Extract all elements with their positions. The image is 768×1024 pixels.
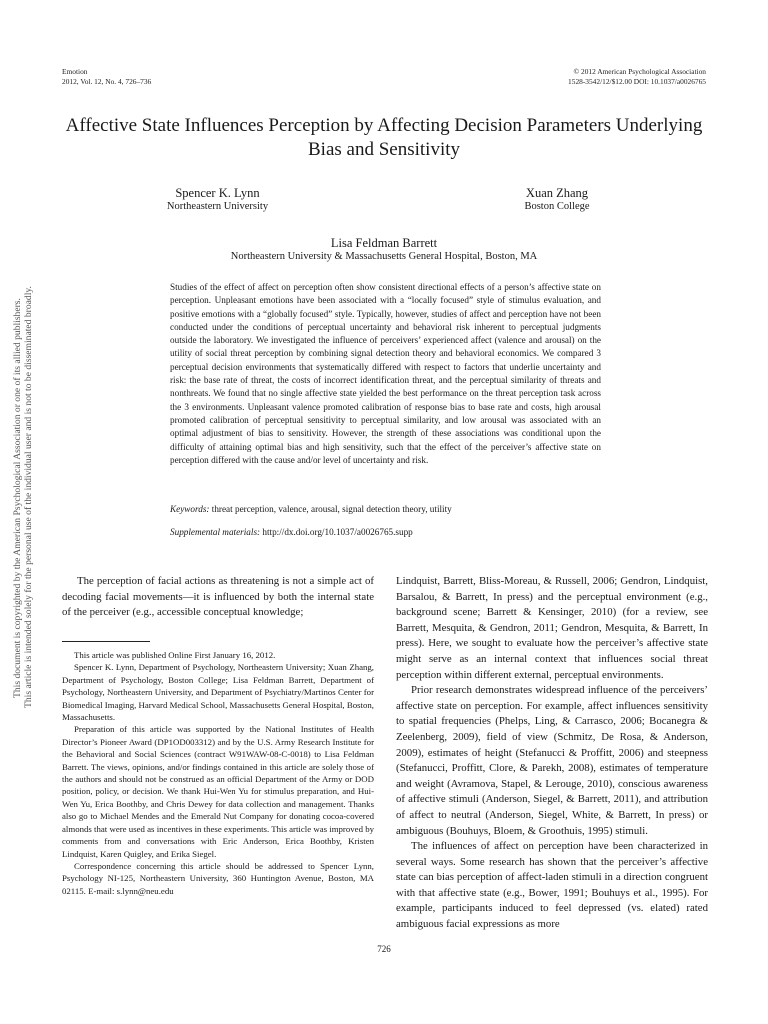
author-name: Spencer K. Lynn	[175, 186, 260, 200]
footnote: This article was published Online First January 16, 2012.	[74, 650, 276, 660]
footnote: Spencer K. Lynn, Department of Psychology, Northeastern University; Xuan Zhang, Department of Psychology, Boston College; Lisa Feldman Barrett, Department of Psychology, Northeastern University, and Department of Psychiatry/Martinos Center for Biomedical Imaging, Harvard Medical School, Massachusetts General Hospital, Boston, Massachusetts.	[62, 662, 374, 723]
body-paragraph: Lindquist, Barrett, Bliss-Moreau, & Russell, 2006; Gendron, Lindquist, Barsalou, & Barrett, In press) and the perceptual environment (e.g., background scene; Barrett & Kensinger, 2010) (for a review, see Barrett, Mesquita, & Gendron, 2011; Gendron, Mesquita, & Barrett, In press). Here, we sought to evaluate how the perceiver’s affective state might serve as an internal context that influences social threat perception within different external, perceptual environments.	[396, 575, 708, 681]
author-name: Xuan Zhang	[525, 186, 589, 200]
footnotes	[62, 649, 374, 897]
journal-citation: 2012, Vol. 12, No. 4, 726–736	[62, 76, 152, 86]
issn-doi-line: 1528-3542/12/$12.00 DOI: 10.1037/a0026765	[568, 76, 706, 86]
footnote: Preparation of this article was supported by the National Institutes of Health Director’s Pioneer Award (DP1OD003312) and by the U.S. Army Research Institute for the Behavioral and Social Sciences (contract W91WAW-08-C-0018) to Lisa Feldman Barrett. The views, opinions, and/or findings contained in this article are solely those of the authors and should not be construed as an official Department of the Army or DOD position, policy, or decision. We thank Hui-Wen Yu for stimulus preparation, and Hui-Wen Yu, Erica Boothby, and Chris Dewey for data collection and management. Thanks also go to Michael Mendes and the Emerald Nut Company for donating cocoa-covered almonds that were used as incentives in these experiments. This article was improved by comments from and conversations with Eric Anderson, Erica Boothby, Kristen Lindquist, Karen Quigley, and Erika Siegel.	[62, 724, 374, 859]
author-block-3	[150, 236, 618, 263]
body-paragraph: Prior research demonstrates widespread influence of the perceivers’ affective state on perception. For example, affect influences sensitivity to spatial frequencies (Phelps, Ling, & Carrasco, 2006; Bocanegra & Zeelenberg, 2009), field of view (Schmitz, De Rosa, & Anderson, 2009), estimates of height (Stefanucci & Proffitt, 2006) and steepness (Stefanucci, Proffitt, Clore, & Parekh, 2008), estimates of temperature and weight (Avramova, Stapel, & Lerouge, 2010), conscious awareness of affective stimuli (Anderson, Siegel, & Barrett, 2011), and attribution of affect to neutral (Anderson, Siegel, White, & Barrett, In press) or ambiguous (Bouhuys, Bloem, & Groothuis, 1995) stimuli.	[396, 684, 708, 837]
running-header-right	[568, 67, 706, 86]
body-column-left	[62, 574, 374, 621]
keywords-label: Keywords:	[170, 504, 210, 514]
side-copyright-notice: This document is copyrighted by the American Psychological Association or one of its allied publishers.	[12, 298, 23, 698]
supplemental-label: Supplemental materials:	[170, 527, 261, 537]
page-number: 726	[377, 944, 391, 954]
keywords-line	[170, 503, 601, 516]
author-block-2	[492, 186, 622, 213]
side-usage-notice: This article is intended solely for the personal use of the individual user and is not to be disseminated broadly.	[23, 286, 34, 708]
body-column-right	[396, 574, 708, 933]
author-affiliation: Northeastern University	[166, 201, 269, 212]
footnote-rule	[62, 641, 150, 642]
author-name: Lisa Feldman Barrett	[330, 236, 438, 250]
abstract: Studies of the effect of affect on perception often show consistent directional effects of a person’s affective state on perception. Unpleasant emotions have been associated with a “locally focused” style of stimulus evaluation, and positive emotions with a “globally focused” style. Typically, however, studies of affect and perception have not been conducted under the conditions of perceptual uncertainty and behavioral risk inherent to perceptual judgments outside the laboratory. We investigated the influence of perceivers’ experienced affect (valence and arousal) on the utility of social threat perception by combining signal detection theory and behavioral economics. We compared 3 perceptual decision environments that systematically differed with respect to factors that underlie uncertainty and risk: the base rate of threat, the costs of incorrect identification threat, and the perceptual similarity of threats and nonthreats. We found that no single affective state yielded the best performance on the threat perception task across the 3 environments. Unpleasant valence promoted calibration of response bias to base rate and costs, high arousal promoted calibration of perceptual sensitivity to perceptual similarity, and low arousal was associated with an optimal adjustment of bias to sensitivity. However, the strength of these associations was conditional upon the difficulty of attaining optimal bias and high sensitivity, such that the effect of the perceiver’s affective state on perception differed with the cause and/or level of uncertainty and risk.	[170, 282, 601, 465]
article-title: Affective State Influences Perception by Affecting Decision Parameters Underlying Bias and Sensitivity	[65, 115, 703, 160]
journal-name: Emotion	[62, 67, 88, 76]
author-affiliation: Northeastern University & Massachusetts General Hospital, Boston, MA	[230, 251, 538, 262]
body-paragraph: The perception of facial actions as threatening is not a simple act of decoding facial movements—it is influenced by both the internal state of the perceiver (e.g., accessible conceptual knowledge;	[62, 575, 374, 619]
keywords-text: threat perception, valence, arousal, signal detection theory, utility	[211, 504, 452, 514]
supplemental-url[interactable]: http://dx.doi.org/10.1037/a0026765.supp	[262, 527, 413, 537]
supplemental-line	[170, 526, 601, 539]
copyright-line: © 2012 American Psychological Association	[573, 67, 706, 76]
author-affiliation: Boston College	[524, 201, 590, 212]
running-header-left	[62, 67, 151, 86]
footnote: Correspondence concerning this article should be addressed to Spencer Lynn, Psychology NI-125, Northeastern University, 360 Huntington Avenue, Boston, MA 02115. E-mail: s.lynn@neu.edu	[62, 860, 374, 896]
body-paragraph: The influences of affect on perception have been characterized in several ways. Some research has shown that the perceiver’s affective state can bias perception of affect-laden stimuli in a direction congruent with that affective state (e.g., Bower, 1991; Bouhuys et al., 1995). For example, participants induced to feel depressed (vs. elated) rated ambiguous facial expressions as more	[396, 840, 708, 931]
author-block-1	[140, 186, 295, 213]
